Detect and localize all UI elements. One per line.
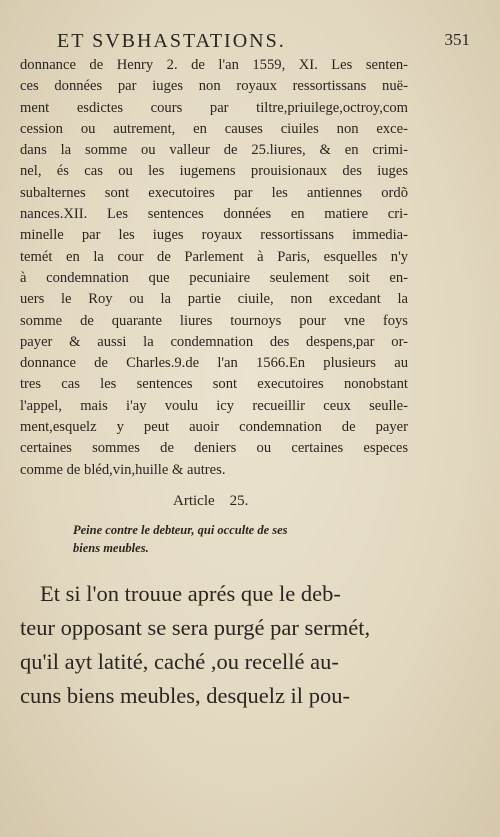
text-line: teur opposant se sera purgé par sermét, xyxy=(20,615,371,640)
text-line: ces données par iuges non royaux ressortissans nuë- xyxy=(20,78,408,95)
running-head-title: ET SVBHASTATIONS. xyxy=(57,30,286,52)
text-line: tres cas les sentences sont executoires nonobstant xyxy=(20,376,408,393)
text-line: nel, és cas ou les iugemens prouisionaux des iuges xyxy=(20,163,408,180)
text-line: l'appel, mais i'ay voulu icy recueillir ceux seulle- xyxy=(20,397,408,414)
page-number: 351 xyxy=(444,30,470,49)
body-text xyxy=(20,55,408,481)
text-line: comme de bléd,vin,huille & autres. xyxy=(20,461,226,478)
text-line: certaines sommes de deniers ou certaines especes xyxy=(20,440,408,457)
text-line: qu'il ayt latité, caché ,ou recellé au- xyxy=(20,649,339,674)
text-line: donnance de Charles.9.de l'an 1566.En plusieurs au xyxy=(20,355,408,372)
text-line: nances.XII. Les sentences données en matiere cri- xyxy=(20,206,408,223)
text-line: ment,esquelz y peut auoir condemnation de payer xyxy=(20,419,408,436)
text-line: subalternes sont executoires par les antiennes ordõ xyxy=(20,184,408,201)
article-heading: Article 25. xyxy=(173,493,249,509)
text-line: minelle par les iuges royaux ressortissans immedia- xyxy=(20,227,408,244)
text-line: payer & aussi la condemnation des despens,par or- xyxy=(20,333,408,350)
text-line: à condemnation que pecuniaire seulement soit en- xyxy=(20,269,408,286)
text-line: temét en la cour de Parlement à Paris, esquelles n'y xyxy=(20,248,408,265)
article-text xyxy=(20,577,408,713)
rubric-line: Peine contre le debteur, qui occulte de ses xyxy=(73,523,288,537)
text-line: cession ou autrement, en causes ciuiles non exce- xyxy=(20,120,408,137)
text-line: Et si l'on trouue aprés que le deb- xyxy=(40,581,341,606)
text-line: dans la somme ou valleur de 25.liures, & en crimi- xyxy=(20,142,408,159)
text-line: uers le Roy ou la partie ciuile, non excedant la xyxy=(20,291,408,308)
rubric-line: biens meubles. xyxy=(73,541,149,555)
text-line: ment esdictes cours par tiltre,priuilege,octroy,com xyxy=(20,99,408,116)
text-line: somme de quarante liures tournoys pour vne foys xyxy=(20,312,408,329)
text-line: cuns biens meubles, desquelz il pou- xyxy=(20,683,350,708)
text-line: donnance de Henry 2. de l'an 1559, XI. Les senten- xyxy=(20,57,408,73)
article-rubric xyxy=(73,521,288,557)
running-head xyxy=(57,30,470,54)
